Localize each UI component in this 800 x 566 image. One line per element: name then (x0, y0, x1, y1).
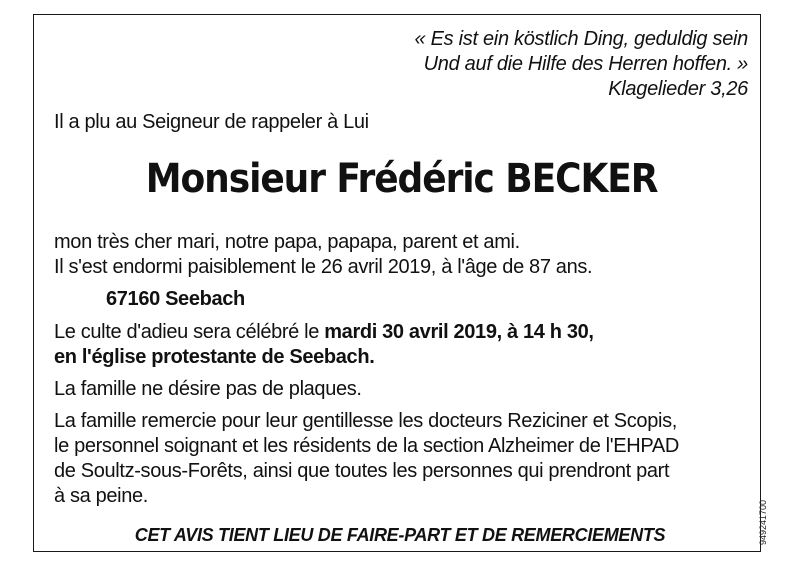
quote-line-1: « Es ist ein köstlich Ding, geduldig sein (414, 28, 748, 50)
quote-line-2: Und auf die Hilfe des Herren hoffen. » (423, 53, 748, 75)
address-text: 67160 Seebach (106, 288, 245, 310)
thanks-line-2: le personnel soignant et les résidents de la section Alzheimer de l'EHPAD (54, 435, 679, 457)
thanks-line-1: La famille remercie pour leur gentillesse les docteurs Reziciner et Scopis, (54, 410, 677, 432)
thanks-line-4: à sa peine. (54, 485, 149, 507)
deceased-name: Monsieur Frédéric BECKER (145, 156, 658, 202)
reference-number: 949241700 (758, 499, 768, 545)
plaques-text: La famille ne désire pas de plaques. (54, 378, 362, 400)
relation-text: mon très cher mari, notre papa, papapa, parent et ami. (54, 231, 520, 253)
service-prefix: Le culte d'adieu sera célébré le (54, 321, 325, 343)
service-date: mardi 30 avril 2019, à 14 h 30, (324, 321, 594, 343)
service-place: en l'église protestante de Seebach. (54, 346, 375, 368)
quote-source: Klagelieder 3,26 (608, 78, 748, 100)
thanks-line-3: de Soultz-sous-Forêts, ainsi que toutes les personnes qui prendront part (54, 460, 670, 482)
death-text: Il s'est endormi paisiblement le 26 avril 2019, à l'âge de 87 ans. (54, 256, 593, 278)
footer-notice: CET AVIS TIENT LIEU DE FAIRE-PART ET DE REMERCIEMENTS (134, 525, 666, 545)
service-line-1 (54, 320, 594, 345)
intro-text: Il a plu au Seigneur de rappeler à Lui (54, 111, 369, 133)
bible-quote (415, 27, 748, 102)
